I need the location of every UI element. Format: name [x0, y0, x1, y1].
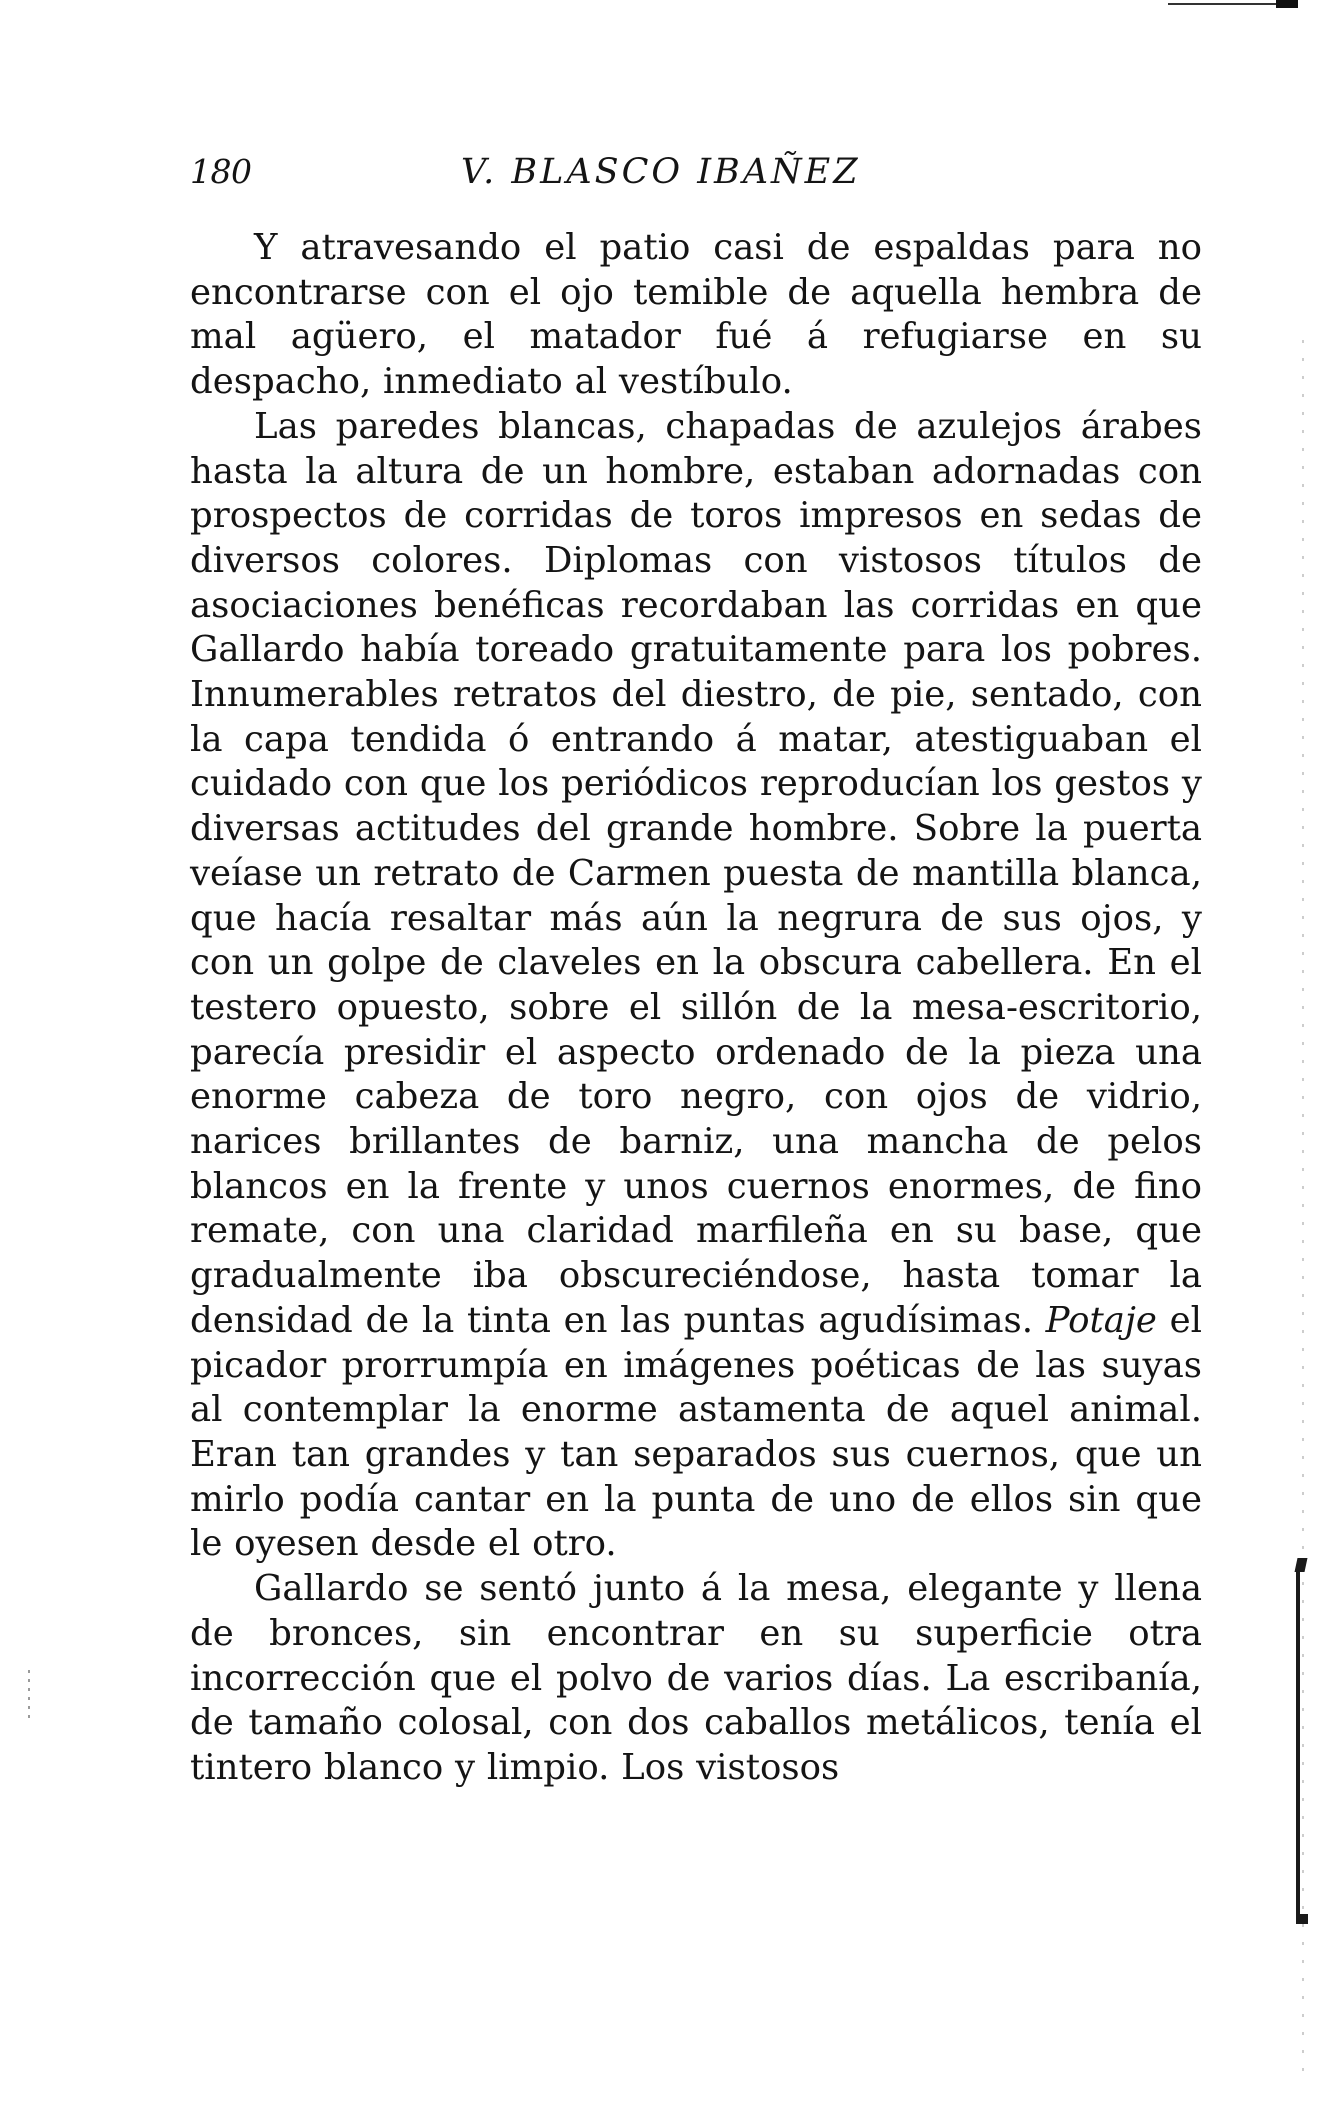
scan-edge-line: [1168, 3, 1278, 5]
paragraph-2-text-after: el picador prorrumpía en imágenes poéticas de las suyas al contemplar la enorme astamenta de aquel animal. Eran tan grandes y tan separados sus cuernos, que un mirlo podía cantar en la punta de uno de ellos sin que le oyesen desde el otro.: [190, 1299, 1202, 1565]
running-title: V. BLASCO IBAÑEZ: [461, 152, 861, 192]
scan-edge-tick: [1276, 0, 1298, 8]
body-text: [190, 226, 1202, 1791]
scan-margin-specks-left: [28, 1670, 30, 1718]
paragraph-2-emphasis: Potaje: [1045, 1299, 1157, 1341]
paragraph-3: Gallardo se sentó junto á la mesa, elegante y llena de bronces, sin encontrar en su superficie otra incorrección que el polvo de varios días. La escribanía, de tamaño colosal, con dos caballos metálicos, tenía el tintero blanco y limpio. Los vistosos: [190, 1568, 1202, 1788]
paragraph-2-text-before: Las paredes blancas, chapadas de azulejos árabes hasta la altura de un hombre, estaban adornadas con prospectos de corridas de toros impresos en sedas de diversos colores. Diplomas con vistosos títulos de asociaciones benéficas recordaban las corridas en que Gallardo había toreado gratuitamente para los pobres. Innumerables retratos del diestro, de pie, sentado, con la capa tendida ó entrando á matar, atestiguaban el cuidado con que los periódicos reproducían los gestos y diversas actitudes del grande hombre. Sobre la puerta veíase un retrato de Carmen puesta de mantilla blanca, que hacía resaltar más aún la negrura de sus ojos, y con un golpe de claveles en la obscura cabellera. En el testero opuesto, sobre el sillón de la mesa-escritorio, parecía presidir el aspecto ordenado de la pieza una enorme cabeza de toro negro, con ojos de vidrio, narices brillantes de barniz, una mancha de pelos blancos en la frente y unos cuernos enormes, de fino remate, con una claridad marfileña en su base, que gradualmente iba obscureciéndose, hasta tomar la densidad de la tinta en las puntas agudísimas.: [190, 405, 1202, 1341]
scan-margin-bracket: [1296, 1568, 1310, 1918]
scan-edge-mark: [1168, 0, 1298, 8]
paragraph-2: [190, 405, 1202, 1567]
page-number: 180: [190, 152, 252, 191]
running-head: [190, 148, 1202, 204]
paragraph-1: Y atravesando el patio casi de espaldas para no encontrarse con el ojo temible de aquella hembra de mal agüero, el matador fué á refugiarse en su despacho, inmediato al vestíbulo.: [190, 227, 1202, 403]
